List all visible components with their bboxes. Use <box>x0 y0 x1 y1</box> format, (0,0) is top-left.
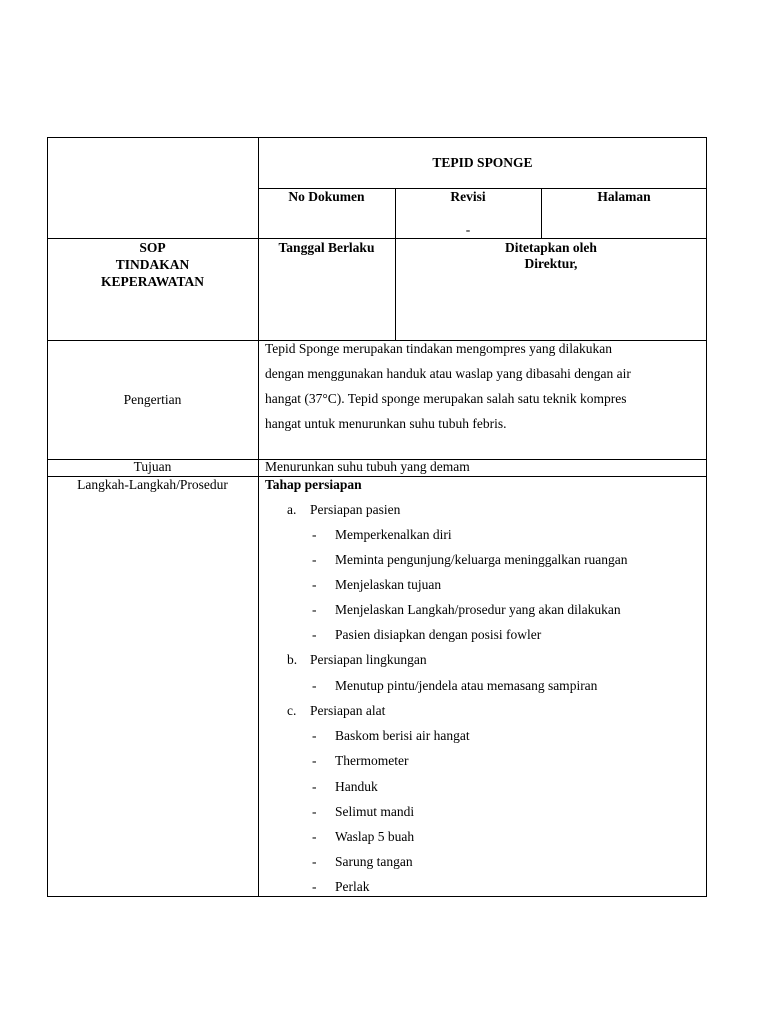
list-item: Baskom berisi air hangat <box>335 728 470 743</box>
list-dash: - <box>312 728 317 743</box>
section-title: Persiapan lingkungan <box>310 652 427 667</box>
list-item: Waslap 5 buah <box>335 829 415 844</box>
section-title: Persiapan pasien <box>310 502 401 517</box>
list-item: Meminta pengunjung/keluarga meninggalkan ruangan <box>335 552 628 567</box>
list-item: Selimut mandi <box>335 804 415 819</box>
pengertian-label: Pengertian <box>123 392 182 407</box>
section-marker: a. <box>287 502 297 517</box>
document-title: TEPID SPONGE <box>432 155 533 170</box>
list-item: Menjelaskan Langkah/prosedur yang akan dilakukan <box>335 602 621 617</box>
table-divider <box>47 238 707 239</box>
sop-label: KEPERAWATAN <box>100 274 204 289</box>
pengertian-text: hangat (37°C). Tepid sponge merupakan salah satu teknik kompres <box>265 391 627 406</box>
list-item: Perlak <box>335 879 370 894</box>
halaman-label: Halaman <box>597 189 651 204</box>
revisi-value: - <box>465 222 471 237</box>
sop-label: TINDAKAN <box>115 257 190 272</box>
list-item: Handuk <box>335 779 378 794</box>
list-dash: - <box>312 577 317 592</box>
list-dash: - <box>312 804 317 819</box>
list-dash: - <box>312 627 317 642</box>
list-item: Thermometer <box>335 753 409 768</box>
pengertian-text: dengan menggunakan handuk atau waslap yang dibasahi dengan air <box>265 366 631 381</box>
pengertian-text: Tepid Sponge merupakan tindakan mengompres yang dilakukan <box>265 341 612 356</box>
no-dokumen-label: No Dokumen <box>288 189 365 204</box>
tujuan-text: Menurunkan suhu tubuh yang demam <box>265 459 470 474</box>
list-item: Menjelaskan tujuan <box>335 577 442 592</box>
revisi-label: Revisi <box>450 189 486 204</box>
list-dash: - <box>312 753 317 768</box>
list-dash: - <box>312 678 317 693</box>
list-item: Pasien disiapkan dengan posisi fowler <box>335 627 542 642</box>
list-item: Sarung tangan <box>335 854 413 869</box>
list-dash: - <box>312 527 317 542</box>
direktur-label: Direktur, <box>524 256 578 271</box>
list-dash: - <box>312 552 317 567</box>
section-marker: c. <box>287 703 297 718</box>
sop-label: SOP <box>139 240 166 255</box>
list-dash: - <box>312 879 317 894</box>
list-item: Menutup pintu/jendela atau memasang sampiran <box>335 678 598 693</box>
tanggal-berlaku-label: Tanggal Berlaku <box>278 240 375 255</box>
list-dash: - <box>312 854 317 869</box>
langkah-label: Langkah-Langkah/Prosedur <box>77 477 228 492</box>
tahap-persiapan-heading: Tahap persiapan <box>265 477 362 492</box>
list-dash: - <box>312 829 317 844</box>
section-title: Persiapan alat <box>310 703 386 718</box>
pengertian-text: hangat untuk menurunkan suhu tubuh febris. <box>265 416 507 431</box>
tujuan-label: Tujuan <box>133 459 172 474</box>
list-dash: - <box>312 779 317 794</box>
list-dash: - <box>312 602 317 617</box>
list-item: Memperkenalkan diri <box>335 527 452 542</box>
section-marker: b. <box>287 652 298 667</box>
ditetapkan-label: Ditetapkan oleh <box>505 240 597 255</box>
